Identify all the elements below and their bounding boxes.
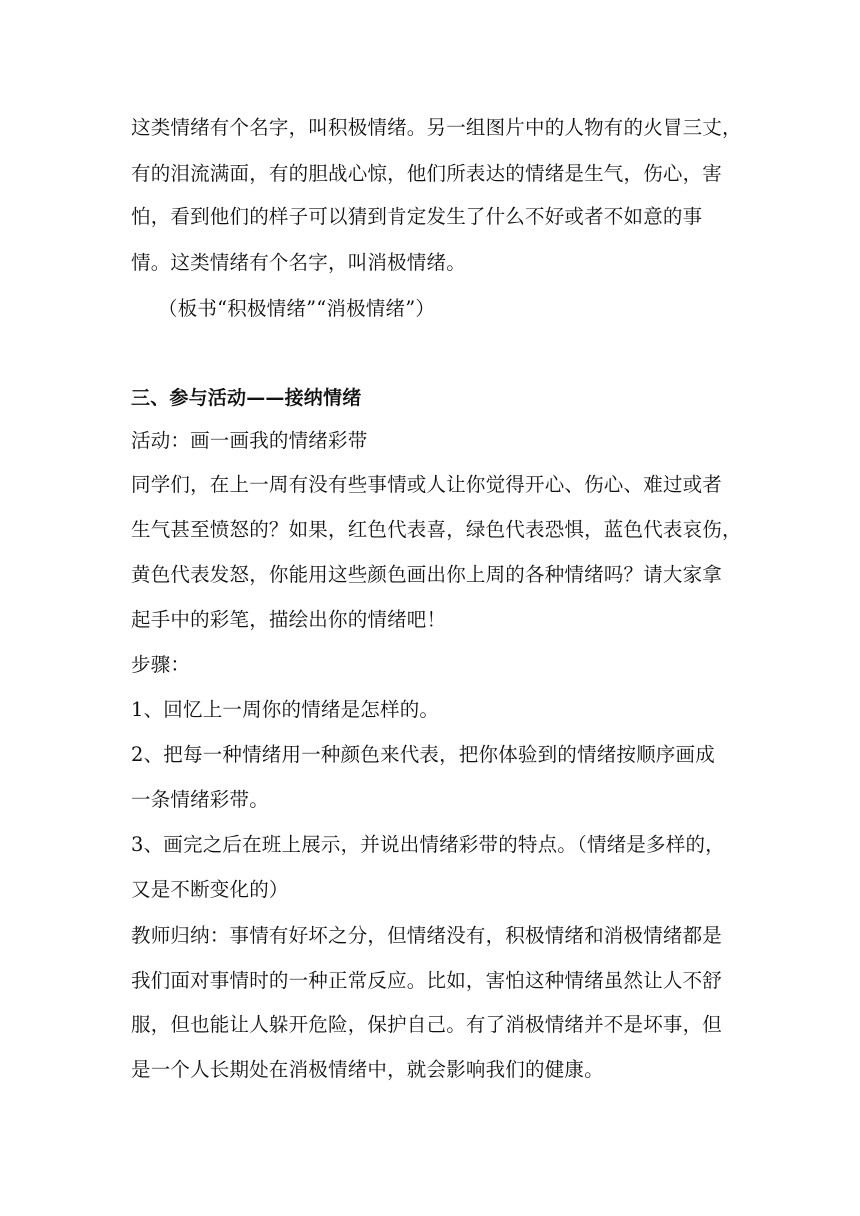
step-item: 3、画完之后在班上展示，并说出情绪彩带的特点。（情绪是多样的， bbox=[131, 833, 725, 856]
activity-title: 活动：画一画我的情绪彩带 bbox=[131, 429, 368, 452]
paragraph-line: 情。这类情绪有个名字，叫消极情绪。 bbox=[131, 251, 466, 274]
step-item-continued: 一条情绪彩带。 bbox=[131, 788, 269, 811]
paragraph-line: 怕，看到他们的样子可以猜到肯定发生了什么不好或者不如意的事 bbox=[131, 205, 703, 228]
paragraph-line: 黄色代表发怒，你能用这些颜色画出你上周的各种情绪吗？请大家拿 bbox=[131, 563, 723, 586]
paragraph-line: 同学们，在上一周有没有些事情或人让你觉得开心、伤心、难过或者 bbox=[131, 473, 723, 496]
teacher-summary: 教师归纳：事情有好坏之分，但情绪没有，积极情绪和消极情绪都是 bbox=[131, 924, 723, 947]
step-item-continued: 又是不断变化的） bbox=[131, 878, 289, 901]
paragraph-line: 起手中的彩笔，描绘出你的情绪吧！ bbox=[131, 608, 447, 631]
step-item: 2、把每一种情绪用一种颜色来代表，把你体验到的情绪按顺序画成 bbox=[131, 743, 715, 766]
teacher-summary: 服，但也能让人躲开危险，保护自己。有了消极情绪并不是坏事，但 bbox=[131, 1013, 723, 1036]
section-heading: 三、参与活动——接纳情绪 bbox=[131, 387, 362, 409]
teacher-summary: 我们面对事情时的一种正常反应。比如，害怕这种情绪虽然让人不舒 bbox=[131, 969, 723, 992]
paragraph-line: 生气甚至愤怒的？如果，红色代表喜，绿色代表恐惧，蓝色代表哀伤， bbox=[131, 518, 742, 541]
steps-label: 步骤： bbox=[131, 653, 191, 676]
step-item: 1、回忆上一周你的情绪是怎样的。 bbox=[131, 698, 440, 721]
paragraph-line: 有的泪流满面，有的胆战心惊，他们所表达的情绪是生气，伤心，害 bbox=[131, 162, 723, 185]
paragraph-line: 这类情绪有个名字，叫积极情绪。另一组图片中的人物有的火冒三丈， bbox=[131, 116, 742, 139]
board-note: （板书“积极情绪”“消极情绪”） bbox=[158, 297, 436, 320]
teacher-summary: 是一个人长期处在消极情绪中，就会影响我们的健康。 bbox=[131, 1058, 604, 1081]
